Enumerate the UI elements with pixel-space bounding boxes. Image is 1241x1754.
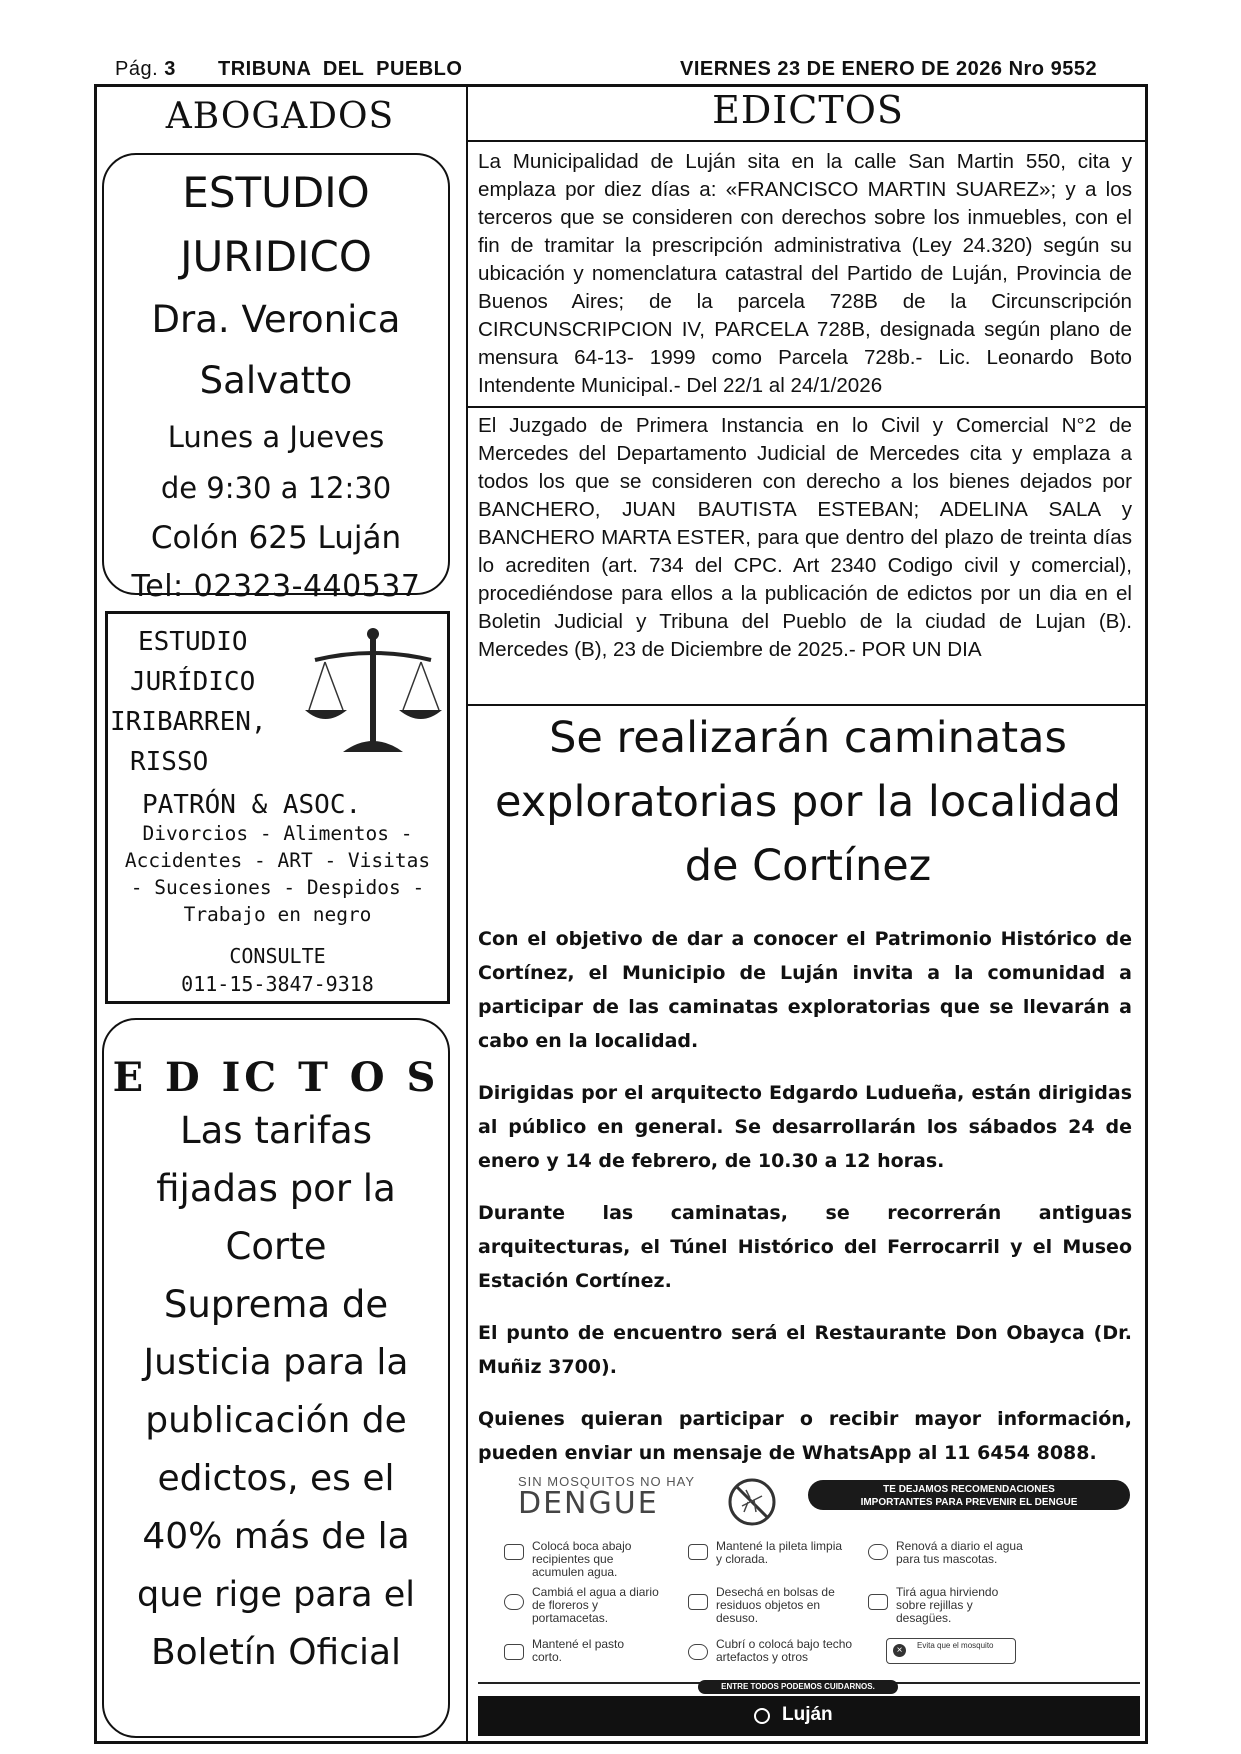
ad3-line-5: Justicia para la xyxy=(143,1342,409,1383)
dengue-prevention-ad xyxy=(478,1466,1140,1736)
dengue-brand-bar xyxy=(478,1696,1140,1736)
scales-of-justice-icon xyxy=(303,624,443,759)
article-paragraph-3: Durante las caminatas, se recorrerán antiguas arquitecturas, el Túnel Histórico del Ferrocarril y el Museo Estación Cortínez. xyxy=(478,1202,1132,1292)
page-number: 3 xyxy=(164,58,176,80)
headline-line-3: de Cortínez xyxy=(684,841,932,891)
ad-edictos-tarifas xyxy=(102,1018,450,1738)
dengue-tip-5: Desechá en bolsas de residuos objetos en desuso. xyxy=(716,1585,835,1625)
ad3-line-4: Suprema de xyxy=(163,1283,389,1326)
divider-edict-1 xyxy=(468,406,1146,408)
ad1-line-4: Salvatto xyxy=(199,359,353,402)
ad2-phone: 011-15-3847-9318 xyxy=(181,972,374,996)
pet-bowl-icon xyxy=(868,1544,888,1560)
boiling-water-icon xyxy=(868,1594,888,1610)
headline-line-2: exploratorias por la localidad xyxy=(495,777,1121,827)
ad2-services xyxy=(108,820,447,928)
dengue-tip-7: Mantené el pasto corto. xyxy=(532,1637,625,1664)
ad3-line-10: Boletín Oficial xyxy=(150,1632,402,1673)
section-title-edictos: EDICTOS xyxy=(712,88,904,132)
article-body xyxy=(478,922,1132,1488)
headline-line-1: Se realizarán caminatas xyxy=(549,713,1067,763)
dengue-tip-box xyxy=(886,1638,1016,1664)
ad2-consult: CONSULTE xyxy=(229,944,326,968)
dengue-tip-1: Colocá boca abajo recipientes que acumulen agua. xyxy=(532,1539,632,1579)
ad1-line-6: de 9:30 a 12:30 xyxy=(160,471,392,505)
ad3-line-8: 40% más de la xyxy=(142,1516,410,1557)
ad2-service-line-3: - Sucesiones - Despidos - xyxy=(130,876,425,899)
tire-icon xyxy=(688,1644,708,1660)
ad2-name-2: JURÍDICO xyxy=(130,667,256,697)
ad2-name-1: ESTUDIO xyxy=(138,627,248,657)
page-label-text: Pág. xyxy=(115,58,159,80)
dengue-banner-line-1: TE DEJAMOS RECOMENDACIONES xyxy=(883,1484,1055,1495)
ad1-line-3: Dra. Veronica xyxy=(151,298,401,341)
article-paragraph-4: El punto de encuentro será el Restaurante Don Obayca (Dr. Muñiz 3700). xyxy=(478,1322,1132,1378)
ad2-name-5: PATRÓN & ASOC. xyxy=(142,790,362,820)
dengue-kicker: SIN MOSQUITOS NO HAY xyxy=(518,1474,695,1489)
dengue-tip-3: Renová a diario el agua para tus mascotas. xyxy=(896,1539,1023,1566)
column-divider xyxy=(466,84,468,1744)
flower-vase-icon xyxy=(504,1594,524,1610)
lawn-mower-icon xyxy=(504,1644,524,1660)
lujan-logo-icon xyxy=(754,1708,770,1724)
close-circle-icon: × xyxy=(893,1644,906,1657)
ad1-line-5: Lunes a Jueves xyxy=(167,420,385,454)
page-label xyxy=(115,58,176,81)
newspaper-name: TRIBUNA DEL PUEBLO xyxy=(218,58,463,80)
dengue-footer-banner: ENTRE TODOS PODEMOS CUIDARNOS. xyxy=(698,1680,898,1694)
issue-date: VIERNES 23 DE ENERO DE 2026 Nro 9552 xyxy=(680,58,1098,80)
dengue-brand: Luján xyxy=(782,1704,833,1725)
divider-title xyxy=(468,140,1146,142)
dengue-banner xyxy=(808,1480,1130,1510)
article-headline xyxy=(470,706,1146,898)
ad2-service-line-4: Trabajo en negro xyxy=(183,903,372,926)
ad3-line-6: publicación de xyxy=(145,1400,407,1441)
ad3-line-2: fijadas por la xyxy=(156,1167,396,1210)
edict-municipalidad: La Municipalidad de Luján sita en la calle San Martin 550, cita y emplaza por diez días a: «FRANCISCO MARTIN SUAREZ»; y a los terceros que se consideren con derechos sobre los inmuebles, con el fin de tramitar la prescripción administrativa (Ley 24.320) según su ubicación y nomenclatura catastral del Partido de Luján, Provincia de Buenos Aires; de la parcela 728B de la Circunscripción CIRCUNSCRIPCION IV, PARCELA 728B, designada según plano de mensura 64-13- 1999 como Parcela 728b.- Lic. Leonardo Boto Intendente Municipal.- Del 22/1 al 24/1/2026 xyxy=(478,150,1132,397)
dengue-tip-8: Cubrí o colocá bajo techo artefactos y otros xyxy=(716,1637,853,1664)
trash-bag-icon xyxy=(688,1594,708,1610)
no-mosquito-icon xyxy=(726,1476,778,1528)
ad1-line-7: Colón 625 Luján xyxy=(150,520,402,556)
ad1-line-1: ESTUDIO xyxy=(182,168,370,217)
ad2-name-3: IRIBARREN, xyxy=(110,707,267,737)
ad3-title: E D IC T O S xyxy=(112,1054,440,1101)
ad-estudio-iribarren xyxy=(105,611,450,1004)
ad3-line-7: edictos, es el xyxy=(157,1458,395,1499)
ad3-line-9: que rige para el xyxy=(137,1575,415,1615)
dengue-tip-9: Evita que el mosquito xyxy=(917,1641,994,1650)
ad2-service-line-1: Divorcios - Alimentos - xyxy=(142,822,413,845)
ad3-line-1: Las tarifas xyxy=(180,1109,372,1152)
pool-icon xyxy=(688,1544,708,1560)
edict-juzgado: El Juzgado de Primera Instancia en lo Civil y Comercial N°2 de Mercedes del Departamento Judicial de Mercedes cita y emplaza a todos los que se consideren con derecho a los bienes dejados por BANCHERO, JUAN BAUTISTA ESTEBAN; ADELINA SALA y BANCHERO MARTA ESTER, para que dentro del plazo de treinta días lo acrediten (art. 734 del CPC. Art 2340 Codigo civil y comercial), procediéndose para ellos a la publicación de edictos por un dia en el Boletin Judicial y Tribuna del Pueblo de la ciudad de Lujan (B). Mercedes (B), 23 de Diciembre de 2025.- POR UN DIA xyxy=(478,414,1132,661)
dengue-tip-6: Tirá agua hirviendo sobre rejillas y desagües. xyxy=(896,1585,999,1625)
dengue-tip-4: Cambiá el agua a diario de floreros y portamacetas. xyxy=(532,1585,659,1625)
dengue-tip-2: Mantené la pileta limpia y clorada. xyxy=(716,1539,843,1566)
section-title-abogados: ABOGADOS xyxy=(165,96,395,137)
dengue-banner-line-2: IMPORTANTES PARA PREVENIR EL DENGUE xyxy=(860,1497,1078,1508)
dengue-title: DENGUE xyxy=(518,1486,659,1521)
ad3-line-3: Corte xyxy=(225,1225,327,1268)
ad2-name-4: RISSO xyxy=(130,747,209,777)
ad-estudio-salvatto xyxy=(102,153,450,604)
ad1-line-8: Tel: 02323-440537 xyxy=(131,569,421,604)
bucket-icon xyxy=(504,1544,524,1560)
article-paragraph-1: Con el objetivo de dar a conocer el Patrimonio Histórico de Cortínez, el Municipio de Luján invita a la comunidad a participar de las caminatas exploratorias que se llevarán a cabo en la localidad. xyxy=(478,928,1132,1052)
ad2-service-line-2: Accidentes - ART - Visitas xyxy=(124,849,431,872)
article-paragraph-2: Dirigidas por el arquitecto Edgardo Ludueña, están dirigidas al público en general. Se desarrollarán los sábados 24 de enero y 14 de febrero, de 10.30 a 12 horas. xyxy=(478,1082,1132,1172)
ad1-line-2: JURIDICO xyxy=(180,232,372,281)
article-paragraph-5: Quienes quieran participar o recibir mayor información, pueden enviar un mensaje de WhatsApp al 11 6454 8088. xyxy=(478,1408,1132,1464)
